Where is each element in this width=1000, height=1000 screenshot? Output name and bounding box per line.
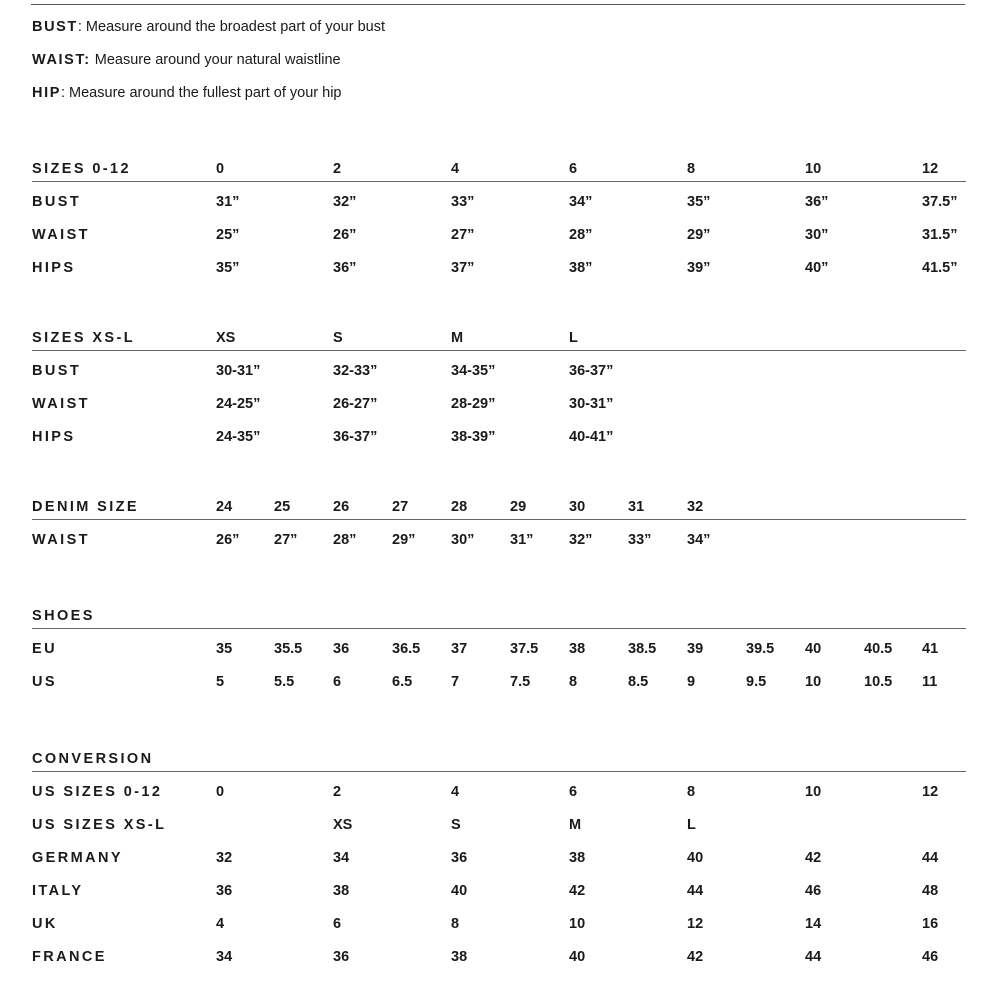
header-cell: 28 [451, 499, 468, 515]
table-cell: 38” [569, 260, 593, 276]
definition-bust [32, 18, 385, 51]
table-cell: 7 [451, 674, 460, 690]
table-cell: 26-27” [333, 396, 378, 412]
table-cell: 10.5 [864, 674, 893, 690]
table-cell: 32-33” [333, 363, 378, 379]
table-cell: 33” [628, 532, 652, 548]
header-cell: 29 [510, 499, 527, 515]
table-cell: 38-39” [451, 429, 496, 445]
table-cell: 40 [451, 883, 468, 899]
table-cell: 44 [687, 883, 704, 899]
table-cell: 42 [805, 850, 822, 866]
table-cell: 38 [451, 949, 468, 965]
table-cell: 6.5 [392, 674, 413, 690]
table-cell: 30” [805, 227, 829, 243]
table-cell: 46 [922, 949, 939, 965]
table-cell: 12 [687, 916, 704, 932]
table-row [32, 784, 966, 817]
table-cell: 30-31” [569, 396, 614, 412]
table-cell: 38 [333, 883, 350, 899]
header-cell: 2 [333, 161, 342, 177]
table-cell: 48 [922, 883, 939, 899]
table-cell: 28” [569, 227, 593, 243]
row-label: UK [32, 916, 58, 932]
table-cell: 31” [216, 194, 240, 210]
definition-text: : Measure around the broadest part of your bust [77, 19, 385, 35]
table-cell: 40 [569, 949, 586, 965]
section-conversion [32, 750, 966, 982]
table-cell: 6 [569, 784, 578, 800]
table-cell: 10 [805, 674, 822, 690]
header-cell: 4 [451, 161, 460, 177]
table-cell: 34” [687, 532, 711, 548]
table-row [32, 260, 966, 293]
table-cell: 5 [216, 674, 225, 690]
section-shoes [32, 607, 966, 707]
header-cell: 12 [922, 161, 939, 177]
table-cell: 37” [451, 260, 475, 276]
table-cell: 4 [216, 916, 225, 932]
row-label: ITALY [32, 883, 84, 899]
table-cell: S [451, 817, 461, 833]
section-title: SIZES 0-12 [32, 161, 131, 177]
table-cell: 38 [569, 641, 586, 657]
table-cell: 9 [687, 674, 696, 690]
table-cell: 37 [451, 641, 468, 657]
top-divider [31, 4, 965, 5]
row-label: US [32, 674, 57, 690]
row-label: GERMANY [32, 850, 123, 866]
table-cell: 24-35” [216, 429, 261, 445]
table-cell: 36 [451, 850, 468, 866]
header-cell: 26 [333, 499, 350, 515]
table-row [32, 674, 966, 707]
table-header [32, 498, 966, 520]
table-row [32, 363, 966, 396]
table-cell: 27” [274, 532, 298, 548]
table-cell: 35” [687, 194, 711, 210]
table-cell: 42 [569, 883, 586, 899]
section-denim [32, 498, 966, 565]
table-cell: 24-25” [216, 396, 261, 412]
table-cell: 8 [687, 784, 696, 800]
definition-hip [32, 84, 385, 117]
header-cell: 25 [274, 499, 291, 515]
header-cell: 30 [569, 499, 586, 515]
table-header [32, 607, 966, 629]
table-row [32, 949, 966, 982]
table-cell: 36 [333, 641, 350, 657]
table-cell: 30-31” [216, 363, 261, 379]
row-label: US SIZES 0-12 [32, 784, 163, 800]
table-cell: 12 [922, 784, 939, 800]
section-title: SHOES [32, 608, 95, 624]
table-cell: 36 [333, 949, 350, 965]
table-cell: 41 [922, 641, 939, 657]
table-cell: 34 [333, 850, 350, 866]
row-label: FRANCE [32, 949, 107, 965]
header-cell: 27 [392, 499, 409, 515]
table-cell: 34 [216, 949, 233, 965]
table-cell: 25” [216, 227, 240, 243]
table-cell: XS [333, 817, 353, 833]
table-cell: 31.5” [922, 227, 958, 243]
row-label: HIPS [32, 260, 76, 276]
table-cell: 32” [569, 532, 593, 548]
table-cell: 38 [569, 850, 586, 866]
table-row [32, 641, 966, 674]
table-cell: 31” [510, 532, 534, 548]
definition-waist [32, 51, 385, 84]
section-title: SIZES XS-L [32, 330, 135, 346]
header-cell: 24 [216, 499, 233, 515]
table-row [32, 850, 966, 883]
table-cell: 44 [922, 850, 939, 866]
table-cell: 16 [922, 916, 939, 932]
section-title: CONVERSION [32, 751, 154, 767]
header-cell: 0 [216, 161, 225, 177]
section-sizes-0-12 [32, 160, 966, 293]
table-cell: 8.5 [628, 674, 649, 690]
header-cell: 31 [628, 499, 645, 515]
table-header [32, 329, 966, 351]
table-cell: 6 [333, 674, 342, 690]
table-cell: 42 [687, 949, 704, 965]
definition-term: BUST [32, 19, 78, 35]
table-cell: 0 [216, 784, 225, 800]
table-cell: 36” [805, 194, 829, 210]
header-cell: M [451, 330, 464, 346]
table-cell: 40-41” [569, 429, 614, 445]
table-cell: 36.5 [392, 641, 421, 657]
table-cell: 26” [216, 532, 240, 548]
table-cell: 11 [922, 674, 938, 690]
definition-term: WAIST: [32, 52, 91, 68]
table-cell: 37.5” [922, 194, 958, 210]
table-cell: M [569, 817, 582, 833]
table-cell: L [687, 817, 696, 833]
table-cell: 29” [392, 532, 416, 548]
header-cell: XS [216, 330, 236, 346]
table-cell: 14 [805, 916, 822, 932]
table-cell: 41.5” [922, 260, 958, 276]
table-cell: 32 [216, 850, 233, 866]
table-cell: 35.5 [274, 641, 303, 657]
table-cell: 28-29” [451, 396, 496, 412]
definition-text: : Measure around the fullest part of your hip [60, 85, 342, 101]
table-cell: 44 [805, 949, 822, 965]
measurement-definitions [32, 18, 385, 117]
table-cell: 6 [333, 916, 342, 932]
table-row [32, 227, 966, 260]
table-cell: 7.5 [510, 674, 531, 690]
table-cell: 32” [333, 194, 357, 210]
table-cell: 9.5 [746, 674, 767, 690]
table-cell: 46 [805, 883, 822, 899]
section-title: DENIM SIZE [32, 499, 139, 515]
table-cell: 39” [687, 260, 711, 276]
row-label: BUST [32, 363, 82, 379]
table-cell: 36 [216, 883, 233, 899]
table-row [32, 194, 966, 227]
table-cell: 26” [333, 227, 357, 243]
header-cell: S [333, 330, 343, 346]
table-cell: 35” [216, 260, 240, 276]
header-cell: 32 [687, 499, 704, 515]
definition-text: Measure around your natural waistline [90, 52, 341, 68]
table-cell: 27” [451, 227, 475, 243]
section-sizes-xs-l [32, 329, 966, 462]
table-cell: 38.5 [628, 641, 657, 657]
table-cell: 40” [805, 260, 829, 276]
table-cell: 39.5 [746, 641, 775, 657]
row-label: EU [32, 641, 57, 657]
table-cell: 36-37” [333, 429, 378, 445]
table-row [32, 916, 966, 949]
table-cell: 34” [569, 194, 593, 210]
table-cell: 40 [687, 850, 704, 866]
table-row [32, 532, 966, 565]
header-cell: 10 [805, 161, 822, 177]
table-cell: 35 [216, 641, 233, 657]
table-cell: 8 [569, 674, 578, 690]
header-cell: 6 [569, 161, 578, 177]
row-label: WAIST [32, 396, 90, 412]
table-cell: 40.5 [864, 641, 893, 657]
table-cell: 33” [451, 194, 475, 210]
table-cell: 34-35” [451, 363, 496, 379]
definition-term: HIP [32, 85, 61, 101]
row-label: WAIST [32, 227, 90, 243]
table-row [32, 817, 966, 850]
table-row [32, 883, 966, 916]
table-cell: 4 [451, 784, 460, 800]
table-cell: 30” [451, 532, 475, 548]
table-cell: 36-37” [569, 363, 614, 379]
table-header [32, 160, 966, 182]
table-cell: 10 [569, 916, 586, 932]
row-label: US SIZES XS-L [32, 817, 167, 833]
table-cell: 28” [333, 532, 357, 548]
table-header [32, 750, 966, 772]
table-cell: 37.5 [510, 641, 539, 657]
header-cell: L [569, 330, 578, 346]
header-cell: 8 [687, 161, 696, 177]
table-cell: 10 [805, 784, 822, 800]
table-cell: 40 [805, 641, 822, 657]
table-cell: 36” [333, 260, 357, 276]
table-row [32, 429, 966, 462]
row-label: WAIST [32, 532, 90, 548]
table-cell: 39 [687, 641, 704, 657]
table-cell: 8 [451, 916, 460, 932]
table-cell: 29” [687, 227, 711, 243]
table-cell: 2 [333, 784, 342, 800]
table-row [32, 396, 966, 429]
table-cell: 5.5 [274, 674, 295, 690]
row-label: BUST [32, 194, 82, 210]
row-label: HIPS [32, 429, 76, 445]
